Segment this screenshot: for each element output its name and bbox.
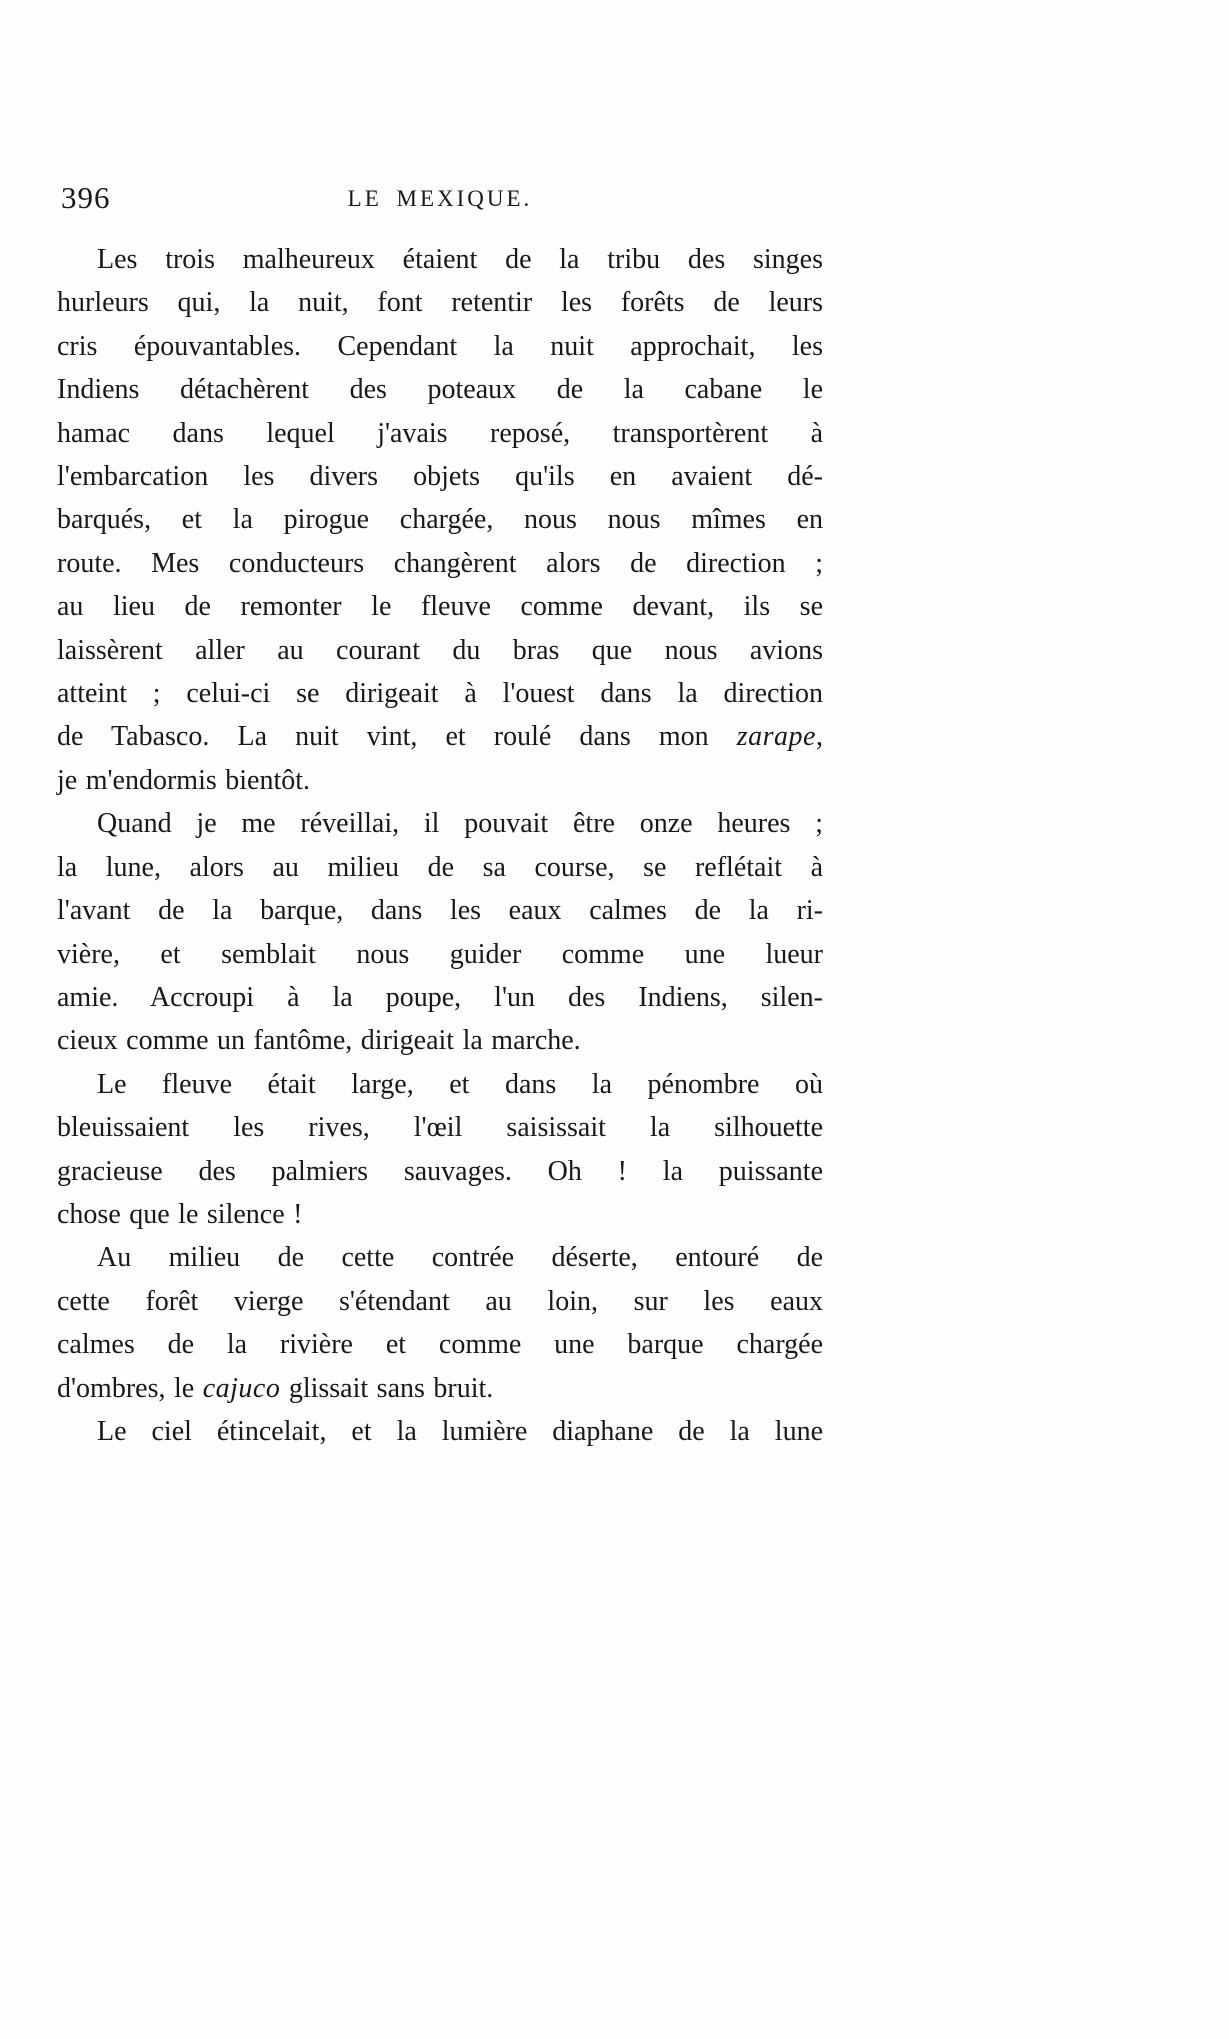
text-line: Indiens détachèrent des poteaux de la cabane le xyxy=(57,374,823,406)
text-line: l'avant de la barque, dans les eaux calmes de la ri- xyxy=(57,895,823,927)
text-line: hamac dans lequel j'avais reposé, transportèrent à xyxy=(57,417,823,449)
paragraph xyxy=(57,1236,823,1410)
text-line: amie. Accroupi à la poupe, l'un des Indiens, silen- xyxy=(57,981,823,1013)
running-title: LE MEXIQUE. xyxy=(347,186,533,211)
page-number: 396 xyxy=(61,180,111,215)
text-line: Les trois malheureux étaient de la tribu des singes xyxy=(97,244,823,275)
text-line: chose que le silence ! xyxy=(57,1198,303,1230)
text-line: hurleurs qui, la nuit, font retentir les forêts de leurs xyxy=(57,287,823,319)
text-line: Le fleuve était large, et dans la pénombre où xyxy=(97,1068,823,1100)
text-line: l'embarcation les divers objets qu'ils en avaient dé- xyxy=(57,461,823,493)
text-line: barqués, et la pirogue chargée, nous nous mîmes en xyxy=(57,504,823,536)
text-line: la lune, alors au milieu de sa course, se reflétait à xyxy=(57,851,823,883)
paragraph xyxy=(57,238,823,802)
text-line: Le ciel étincelait, et la lumière diaphane de la lune xyxy=(97,1415,823,1447)
paragraph xyxy=(57,1410,823,1453)
text-line: calmes de la rivière et comme une barque chargée xyxy=(57,1329,823,1361)
text-line: Quand je me réveillai, il pouvait être onze heures ; xyxy=(97,808,823,840)
text-line: cieux comme un fantôme, dirigeait la marche. xyxy=(57,1025,581,1057)
text-block xyxy=(57,238,823,1453)
italic-word: cajuco xyxy=(202,1372,281,1404)
text-line: atteint ; celui-ci se dirigeait à l'ouest dans la direction xyxy=(57,678,823,710)
paragraph xyxy=(57,802,823,1062)
text-line: d'ombres, le cajuco glissait sans bruit. xyxy=(57,1372,494,1404)
text-line: cette forêt vierge s'étendant au loin, sur les eaux xyxy=(57,1285,823,1317)
text-line: laissèrent aller au courant du bras que nous avions xyxy=(57,634,823,666)
italic-word: zarape xyxy=(736,721,816,753)
text-line: vière, et semblait nous guider comme une lueur xyxy=(57,938,823,970)
text-line: au lieu de remonter le fleuve comme devant, ils se xyxy=(57,591,823,623)
text-line: gracieuse des palmiers sauvages. Oh ! la puissante xyxy=(57,1155,823,1187)
text-line: cris épouvantables. Cependant la nuit approchait, les xyxy=(57,330,823,362)
text-line: Au milieu de cette contrée déserte, entouré de xyxy=(97,1242,823,1274)
text-line: je m'endormis bientôt. xyxy=(57,764,311,796)
text-line: de Tabasco. La nuit vint, et roulé dans mon zarape, xyxy=(57,721,823,753)
paragraph xyxy=(57,1063,823,1237)
text-line: bleuissaient les rives, l'œil saisissait la silhouette xyxy=(57,1112,823,1144)
page-header xyxy=(57,180,823,220)
text-line: route. Mes conducteurs changèrent alors de direction ; xyxy=(57,547,823,579)
